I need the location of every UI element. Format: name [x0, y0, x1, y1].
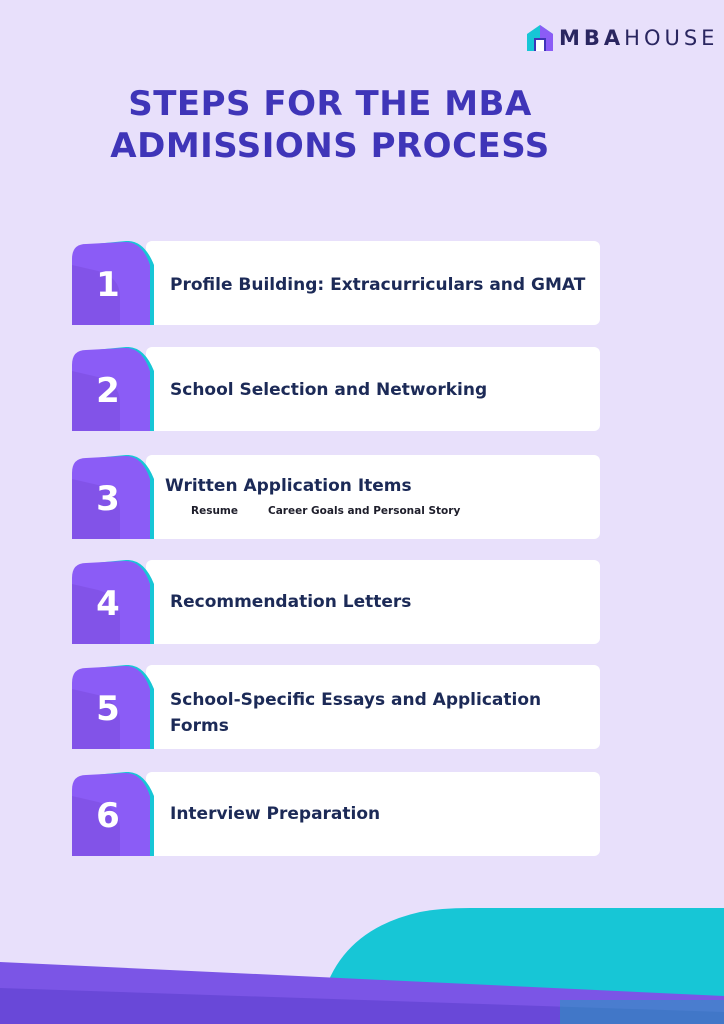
step-label: Interview Preparation: [170, 804, 381, 824]
step-label: Recommendation Letters: [170, 592, 412, 612]
step-label: School-Specific Essays and Application Forms: [170, 690, 542, 736]
step-label: School Selection and Networking: [170, 380, 488, 400]
title-line-1: STEPS FOR THE MBA: [128, 84, 532, 124]
step-number: 2: [96, 371, 120, 411]
step-label: Written Application Items: [165, 476, 412, 496]
sub-item-resume: Resume: [191, 505, 238, 517]
step-number: 6: [96, 796, 120, 836]
step-number: 4: [96, 584, 120, 624]
step-number: 3: [96, 479, 120, 519]
sub-item-career-goals: Career Goals and Personal Story: [268, 505, 461, 517]
step-label: Profile Building: Extracurriculars and GMAT: [170, 275, 586, 295]
brand-name: MBAHOUSE: [559, 26, 719, 50]
step-number: 1: [96, 265, 120, 305]
title-line-2: ADMISSIONS PROCESS: [110, 126, 550, 166]
step-number: 5: [96, 689, 120, 729]
